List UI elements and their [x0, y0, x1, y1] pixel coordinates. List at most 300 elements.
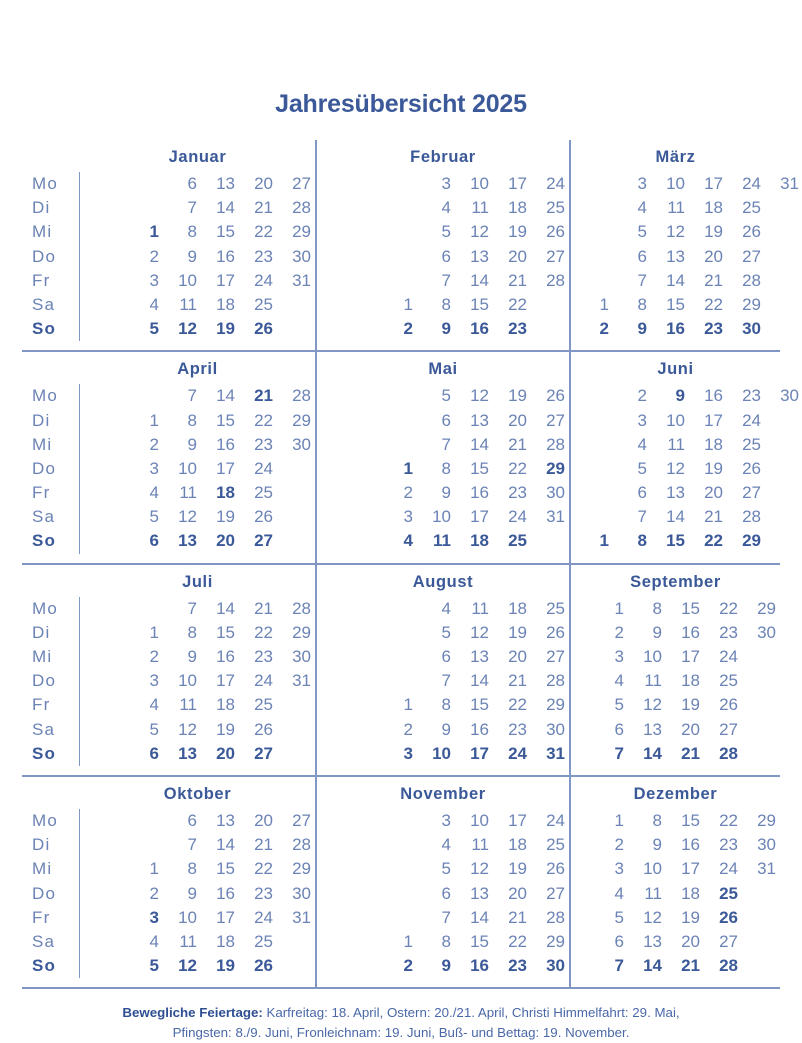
- weekday-row: [80, 833, 315, 857]
- day-cell: 13: [216, 810, 235, 830]
- day-cell: 23: [508, 719, 527, 739]
- day-cell: 12: [666, 222, 685, 242]
- weekday-label-column: [22, 172, 80, 341]
- day-cell-empty: [527, 293, 565, 317]
- day-cell: 5: [614, 695, 624, 715]
- day-cell: 21: [254, 386, 273, 406]
- weekday-row: [317, 742, 569, 766]
- day-cell: 17: [681, 859, 700, 879]
- day-cell-empty: [738, 693, 776, 717]
- weekday-row: [80, 906, 315, 930]
- day-cell: 21: [681, 743, 700, 763]
- day-cell: 27: [546, 883, 565, 903]
- day-cell: 23: [508, 483, 527, 503]
- day-cell: 8: [187, 859, 197, 879]
- weekday-row: [571, 669, 780, 693]
- day-cell: 29: [292, 859, 311, 879]
- weekday-label: Sa: [32, 507, 56, 527]
- day-cell: 31: [780, 174, 799, 193]
- day-cell: 28: [546, 907, 565, 927]
- day-cell: 10: [643, 859, 662, 879]
- day-cell-empty: [273, 718, 311, 742]
- month-name: Oktober: [163, 784, 232, 803]
- day-cell-empty: [121, 833, 159, 857]
- day-cell: 20: [254, 810, 273, 830]
- day-cell: 23: [254, 647, 273, 666]
- day-cell: 19: [681, 695, 700, 715]
- day-cell: 8: [441, 458, 451, 478]
- weekday-row: [317, 409, 569, 433]
- weekday-row: [571, 693, 780, 717]
- day-cell: 8: [187, 622, 197, 642]
- weekday-row: [571, 645, 780, 669]
- day-cell: 22: [254, 622, 273, 642]
- day-cell-empty: [738, 930, 776, 954]
- day-cell: 7: [187, 835, 197, 855]
- weekday-row: [571, 384, 802, 408]
- day-cell: 24: [719, 647, 738, 666]
- weekday-row: [317, 621, 569, 645]
- day-cell-empty: [761, 481, 799, 505]
- day-cell: 13: [178, 531, 197, 551]
- day-cell: 8: [441, 695, 451, 715]
- weekday-row: [317, 718, 569, 742]
- weekday-label: Mo: [32, 598, 59, 618]
- day-cell: 18: [681, 883, 700, 903]
- weekday-row: [80, 409, 315, 433]
- weekday-row: [80, 857, 315, 881]
- day-cell: 3: [441, 810, 451, 830]
- day-cell: 27: [292, 810, 311, 830]
- quarter-row: [22, 350, 799, 562]
- day-cell: 21: [681, 956, 700, 976]
- month-weeks: [317, 172, 569, 341]
- day-cell: 25: [719, 671, 738, 691]
- day-cell-empty: [527, 529, 565, 553]
- day-cell: 19: [508, 859, 527, 879]
- day-cell: 23: [704, 319, 723, 339]
- day-cell: 30: [292, 883, 311, 903]
- weekday-label: Mo: [32, 386, 59, 406]
- weekday-row: [80, 433, 315, 457]
- day-cell: 25: [254, 695, 273, 715]
- day-cell: 30: [742, 319, 761, 339]
- day-cell: 2: [614, 622, 624, 642]
- weekday-label: Di: [32, 622, 51, 642]
- day-cell: 9: [652, 835, 662, 855]
- weekday-row: [317, 245, 569, 269]
- day-cell: 16: [216, 883, 235, 903]
- month-block: [315, 352, 569, 562]
- month-block: [22, 140, 315, 350]
- day-cell: 29: [292, 222, 311, 242]
- day-cell-empty: [273, 930, 311, 954]
- day-cell: 10: [178, 270, 197, 290]
- day-cell: 10: [432, 743, 451, 763]
- day-cell: 7: [441, 907, 451, 927]
- day-cell: 30: [292, 246, 311, 266]
- day-cell: 4: [149, 483, 159, 503]
- day-cell-empty: [761, 433, 799, 457]
- day-cell-empty: [375, 172, 413, 196]
- month-name: Juli: [182, 572, 213, 591]
- weekday-label-column: [22, 809, 80, 978]
- month-block: [22, 352, 315, 562]
- day-cell: 24: [546, 174, 565, 193]
- day-cell: 27: [546, 410, 565, 430]
- day-cell: 21: [254, 598, 273, 618]
- day-cell: 19: [508, 386, 527, 406]
- day-cell: 16: [470, 719, 489, 739]
- weekday-row: [317, 954, 569, 978]
- day-cell: 4: [637, 434, 647, 454]
- day-cell: 20: [216, 531, 235, 551]
- day-cell-empty: [375, 220, 413, 244]
- day-cell: 24: [742, 174, 761, 193]
- day-cell: 7: [637, 270, 647, 290]
- month-name: Januar: [168, 148, 227, 166]
- day-cell: 19: [704, 222, 723, 242]
- day-cell: 11: [471, 598, 489, 618]
- day-cell: 25: [742, 434, 761, 454]
- day-cell: 5: [441, 222, 451, 242]
- day-cell: 14: [470, 907, 489, 927]
- day-cell: 29: [546, 931, 565, 951]
- day-cell-empty: [375, 196, 413, 220]
- weekday-row: [571, 857, 780, 881]
- day-cell: 28: [292, 598, 311, 618]
- weekday-row: [571, 621, 780, 645]
- day-cell: 29: [742, 294, 761, 314]
- day-cell: 2: [614, 835, 624, 855]
- day-cell: 13: [643, 719, 662, 739]
- day-cell-empty: [761, 317, 799, 341]
- day-cell: 30: [546, 719, 565, 739]
- day-cell: 28: [546, 434, 565, 454]
- weekday-row: [571, 597, 780, 621]
- weekday-row: [80, 293, 315, 317]
- month-weeks: [317, 597, 569, 766]
- day-cell: 27: [546, 647, 565, 666]
- day-cell: 17: [508, 174, 527, 193]
- day-cell-empty: [571, 245, 609, 269]
- weekday-label: Mi: [32, 647, 53, 666]
- day-cell: 29: [546, 695, 565, 715]
- day-cell: 31: [292, 907, 311, 927]
- day-cell: 18: [216, 931, 235, 951]
- day-cell: 8: [637, 294, 647, 314]
- weekday-row: [80, 809, 315, 833]
- day-cell: 15: [216, 622, 235, 642]
- day-cell: 23: [254, 434, 273, 454]
- day-cell: 27: [546, 246, 565, 266]
- day-cell-empty: [273, 693, 311, 717]
- day-cell: 18: [508, 835, 527, 855]
- day-number-grid: [80, 172, 315, 341]
- day-cell: 12: [643, 907, 662, 927]
- day-cell: 25: [742, 198, 761, 218]
- day-cell: 24: [254, 458, 273, 478]
- day-cell: 31: [546, 743, 565, 763]
- weekday-row: [317, 172, 569, 196]
- day-cell: 8: [187, 410, 197, 430]
- day-cell: 1: [149, 622, 159, 642]
- day-cell-empty: [571, 220, 609, 244]
- day-cell: 6: [441, 647, 451, 666]
- day-cell: 30: [546, 483, 565, 503]
- day-cell-empty: [738, 718, 776, 742]
- day-number-grid: [571, 809, 780, 978]
- day-cell-empty: [375, 245, 413, 269]
- day-cell-empty: [273, 505, 311, 529]
- day-cell: 24: [254, 270, 273, 290]
- day-cell: 20: [508, 647, 527, 666]
- day-cell: 25: [546, 835, 565, 855]
- day-cell: 21: [508, 270, 527, 290]
- day-cell: 3: [614, 647, 624, 666]
- day-cell-empty: [738, 882, 776, 906]
- day-cell: 12: [178, 719, 197, 739]
- day-number-grid: [571, 384, 802, 553]
- weekday-row: [80, 742, 315, 766]
- day-cell: 14: [470, 671, 489, 691]
- day-cell: 10: [666, 174, 685, 193]
- day-cell: 12: [643, 695, 662, 715]
- month-block: [22, 565, 315, 775]
- weekday-label: Fr: [32, 270, 51, 290]
- day-cell: 22: [719, 598, 738, 618]
- month-block: [569, 352, 799, 562]
- day-cell: 11: [179, 483, 197, 503]
- day-cell: 14: [643, 956, 662, 976]
- month-name: Mai: [428, 360, 458, 379]
- weekday-row: [317, 882, 569, 906]
- day-cell: 6: [441, 883, 451, 903]
- day-cell: 4: [441, 198, 451, 218]
- day-cell: 4: [149, 695, 159, 715]
- day-cell: 8: [441, 294, 451, 314]
- day-cell: 29: [757, 598, 776, 618]
- weekday-row: [317, 317, 569, 341]
- day-cell: 20: [216, 743, 235, 763]
- day-cell-empty: [738, 645, 776, 669]
- day-cell: 25: [254, 931, 273, 951]
- day-cell: 24: [254, 907, 273, 927]
- day-cell: 21: [254, 835, 273, 855]
- day-cell: 13: [216, 174, 235, 193]
- page-title: Jahresübersicht 2025: [275, 90, 527, 118]
- day-cell: 20: [681, 931, 700, 951]
- weekday-row: [80, 645, 315, 669]
- month-block: [315, 777, 569, 987]
- day-cell: 9: [187, 434, 197, 454]
- day-cell: 10: [178, 671, 197, 691]
- weekday-row: [317, 833, 569, 857]
- day-cell-empty: [571, 457, 609, 481]
- day-cell: 22: [508, 931, 527, 951]
- month-block: [315, 140, 569, 350]
- day-cell: 26: [546, 386, 565, 406]
- weekday-row: [571, 409, 802, 433]
- day-cell: 13: [666, 483, 685, 503]
- day-cell: 1: [599, 531, 609, 551]
- month-weeks: [22, 809, 315, 978]
- day-cell-empty: [273, 529, 311, 553]
- day-cell: 18: [470, 531, 489, 551]
- weekday-label: So: [32, 743, 57, 763]
- day-cell: 18: [508, 198, 527, 218]
- day-cell: 21: [508, 907, 527, 927]
- day-cell: 24: [508, 743, 527, 763]
- day-cell: 11: [471, 198, 489, 218]
- month-block: [569, 140, 799, 350]
- weekday-label: Mo: [32, 810, 59, 830]
- day-cell-empty: [761, 457, 799, 481]
- day-cell: 12: [470, 222, 489, 242]
- day-cell: 17: [508, 810, 527, 830]
- weekday-row: [571, 172, 802, 196]
- weekday-row: [317, 196, 569, 220]
- day-cell: 16: [681, 835, 700, 855]
- day-cell: 14: [216, 835, 235, 855]
- day-cell: 21: [704, 270, 723, 290]
- day-cell: 19: [508, 622, 527, 642]
- day-cell: 15: [470, 695, 489, 715]
- month-weeks: [22, 597, 315, 766]
- weekday-row: [317, 906, 569, 930]
- day-cell: 4: [614, 883, 624, 903]
- month-name: April: [177, 360, 218, 379]
- day-cell: 29: [292, 410, 311, 430]
- weekday-row: [80, 384, 315, 408]
- quarter-row: [22, 140, 799, 350]
- month-block: [22, 777, 315, 987]
- day-cell: 2: [149, 647, 159, 666]
- weekday-row: [317, 645, 569, 669]
- day-cell: 12: [178, 507, 197, 527]
- weekday-row: [80, 882, 315, 906]
- weekday-label: Di: [32, 835, 51, 855]
- day-number-grid: [317, 597, 569, 766]
- month-weeks: [22, 172, 315, 341]
- month-name: Februar: [410, 148, 476, 166]
- day-cell: 9: [441, 956, 451, 976]
- weekday-row: [571, 196, 802, 220]
- day-cell: 30: [292, 647, 311, 666]
- day-cell-empty: [273, 293, 311, 317]
- day-cell: 22: [704, 294, 723, 314]
- day-cell: 18: [508, 598, 527, 618]
- day-cell: 18: [704, 198, 723, 218]
- weekday-label: Mi: [32, 434, 53, 454]
- day-cell: 3: [441, 174, 451, 193]
- day-cell: 5: [614, 907, 624, 927]
- day-cell-empty: [571, 269, 609, 293]
- day-cell: 12: [470, 859, 489, 879]
- day-number-grid: [80, 384, 315, 553]
- day-cell: 14: [470, 270, 489, 290]
- weekday-row: [571, 245, 802, 269]
- movable-holidays-label: Bewegliche Feiertage:: [122, 1005, 263, 1021]
- day-cell: 11: [667, 198, 685, 218]
- day-cell-empty: [375, 833, 413, 857]
- day-cell: 19: [216, 956, 235, 976]
- day-cell: 7: [187, 598, 197, 618]
- day-cell-empty: [571, 384, 609, 408]
- weekday-label-column: [22, 597, 80, 766]
- day-cell: 6: [614, 931, 624, 951]
- day-cell: 14: [216, 198, 235, 218]
- day-cell: 17: [681, 647, 700, 666]
- day-cell-empty: [121, 809, 159, 833]
- day-cell: 14: [643, 743, 662, 763]
- weekday-row: [80, 954, 315, 978]
- day-cell: 6: [637, 246, 647, 266]
- day-cell: 13: [178, 743, 197, 763]
- day-cell: 22: [508, 458, 527, 478]
- day-cell: 2: [149, 246, 159, 266]
- day-cell: 27: [719, 931, 738, 951]
- weekday-row: [317, 269, 569, 293]
- month-weeks: [571, 384, 799, 553]
- day-cell: 29: [742, 531, 761, 551]
- day-cell-empty: [375, 597, 413, 621]
- day-cell: 1: [599, 294, 609, 314]
- weekday-label: Fr: [32, 695, 51, 715]
- day-cell: 17: [216, 671, 235, 691]
- weekday-label: So: [32, 531, 57, 551]
- day-cell: 17: [216, 458, 235, 478]
- day-cell-empty: [375, 857, 413, 881]
- weekday-row: [571, 954, 780, 978]
- day-cell: 6: [441, 410, 451, 430]
- weekday-row: [571, 906, 780, 930]
- day-cell: 21: [704, 507, 723, 527]
- day-cell: 7: [187, 386, 197, 406]
- day-cell: 25: [508, 531, 527, 551]
- weekday-label: Do: [32, 458, 57, 478]
- day-cell: 5: [149, 719, 159, 739]
- day-cell: 2: [637, 386, 647, 406]
- day-number-grid: [80, 809, 315, 978]
- day-cell: 4: [441, 835, 451, 855]
- day-cell: 1: [149, 859, 159, 879]
- day-cell: 30: [757, 622, 776, 642]
- day-cell-empty: [761, 196, 799, 220]
- day-cell: 11: [179, 931, 197, 951]
- weekday-label: Sa: [32, 719, 56, 739]
- day-cell: 24: [719, 859, 738, 879]
- movable-holidays-line2: Pfingsten: 8./9. Juni, Fronleichnam: 19. Juni, Buß- und Bettag: 19. November.: [172, 1025, 630, 1041]
- day-cell: 6: [187, 810, 197, 830]
- day-cell: 2: [403, 956, 413, 976]
- day-cell: 26: [719, 907, 738, 927]
- day-cell: 6: [149, 531, 159, 551]
- day-cell: 4: [149, 931, 159, 951]
- day-cell: 26: [546, 222, 565, 242]
- day-cell: 2: [403, 719, 413, 739]
- weekday-row: [317, 693, 569, 717]
- day-cell: 16: [470, 483, 489, 503]
- day-cell: 9: [441, 719, 451, 739]
- day-cell: 26: [254, 507, 273, 527]
- day-cell: 26: [546, 859, 565, 879]
- day-cell: 7: [637, 507, 647, 527]
- day-cell: 17: [704, 410, 723, 430]
- day-cell: 9: [441, 483, 451, 503]
- day-cell: 11: [179, 695, 197, 715]
- day-cell: 24: [742, 410, 761, 430]
